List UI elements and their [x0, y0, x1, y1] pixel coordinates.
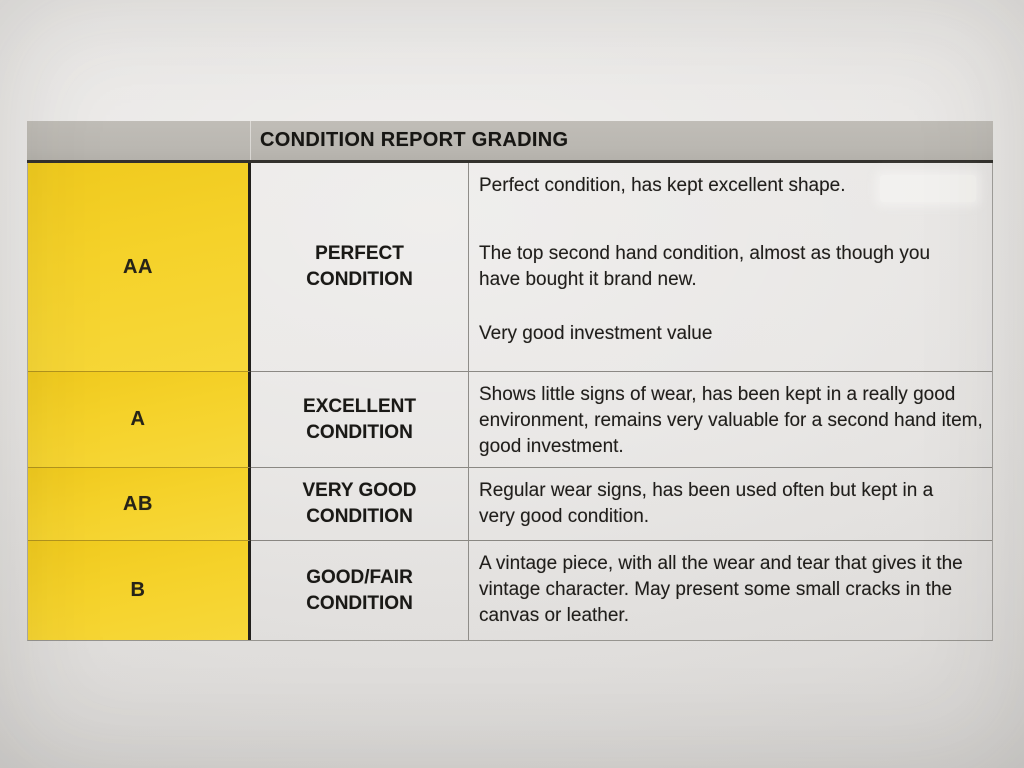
condition-cell-good-fair	[251, 541, 469, 640]
condition-cell-excellent	[251, 372, 469, 468]
table-header-row	[27, 121, 993, 163]
description-cell-b	[469, 541, 992, 640]
condition-line: CONDITION	[306, 269, 413, 290]
grade-cell-a: A	[28, 372, 251, 468]
description-paragraph: The top second hand condition, almost as though you have bought it brand new.	[479, 243, 931, 290]
table-title: CONDITION REPORT GRADING	[260, 129, 569, 151]
description-cell-a	[469, 372, 992, 468]
description-paragraph: Regular wear signs, has been used often but kept in a very good condition.	[479, 480, 934, 527]
condition-line: CONDITION	[306, 506, 413, 527]
grade-cell-b: B	[28, 541, 251, 640]
condition-line: CONDITION	[306, 592, 413, 614]
condition-line: EXCELLENT	[303, 395, 416, 417]
condition-line: CONDITION	[306, 421, 413, 443]
description-cell-aa	[469, 163, 992, 372]
condition-line: GOOD/FAIR	[306, 566, 413, 588]
condition-cell-perfect	[251, 163, 469, 372]
header-column-separator	[250, 121, 251, 160]
table-body	[27, 163, 993, 641]
condition-cell-very-good	[251, 468, 469, 541]
condition-line: PERFECT	[315, 243, 404, 264]
description-paragraph: Very good investment value	[479, 323, 713, 344]
description-cell-ab	[469, 468, 992, 541]
grade-cell-ab: AB	[28, 468, 251, 541]
grade-cell-aa: AA	[28, 163, 251, 372]
description-paragraph: Shows little signs of wear, has been kept in a really good environment, remains very valuable for a second hand item, good investment.	[479, 384, 983, 457]
condition-line: VERY GOOD	[302, 480, 417, 501]
condition-grading-table	[27, 121, 993, 641]
description-paragraph: A vintage piece, with all the wear and tear that gives it the vintage character. May present some small cracks in the canvas or leather.	[479, 553, 963, 626]
description-paragraph: Perfect condition, has kept excellent shape.	[479, 175, 846, 196]
